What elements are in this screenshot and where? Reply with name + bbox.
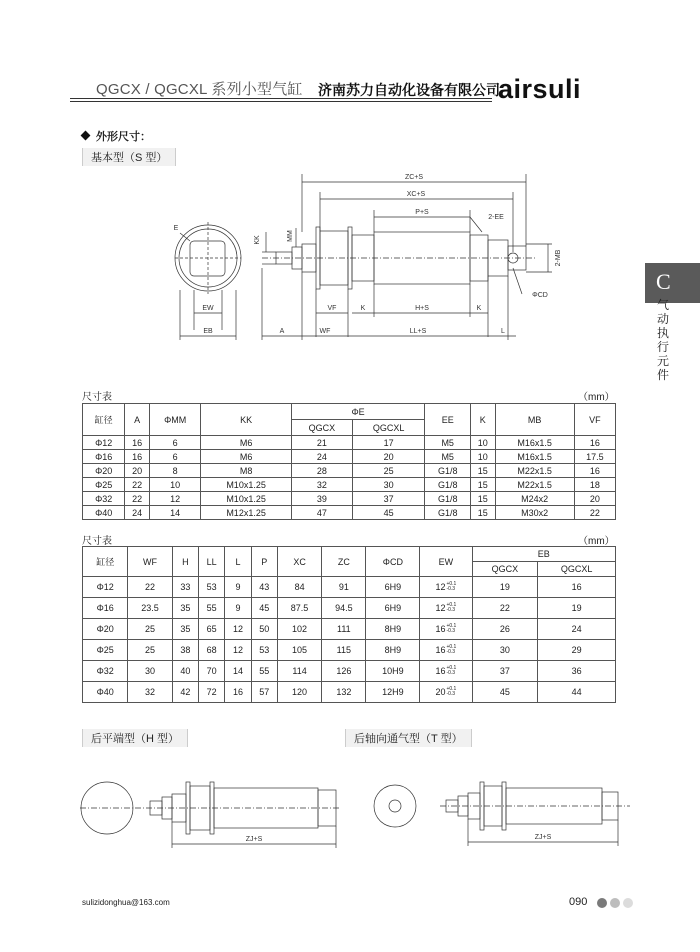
table-row: [83, 598, 616, 619]
table-cell: 33: [172, 577, 198, 598]
table-cell: 19: [538, 598, 616, 619]
table-cell: 24: [125, 506, 150, 520]
dim-zc: ZC+S: [404, 174, 424, 181]
tol-lower: -0.3: [446, 670, 456, 677]
ew-tolerance: [446, 603, 456, 613]
table-cell: 6H9: [366, 598, 420, 619]
table-cell: M16x1.5: [495, 450, 574, 464]
table-cell-ew: [420, 682, 472, 703]
table-cell: 38: [172, 640, 198, 661]
table-cell: 24: [538, 619, 616, 640]
table-cell: 72: [199, 682, 225, 703]
table-row: [83, 436, 616, 450]
table-cell: G1/8: [425, 492, 471, 506]
dim-h: H+S: [415, 305, 429, 312]
ew-value: 12: [435, 581, 446, 592]
table-cell: Φ12: [83, 436, 125, 450]
table-cell: 84: [277, 577, 321, 598]
table2-header: H: [172, 547, 198, 577]
table-cell: 37: [352, 492, 424, 506]
tol-lower: -0.3: [446, 586, 456, 593]
table-cell: 65: [199, 619, 225, 640]
table-cell: 6: [149, 436, 201, 450]
table2-header: WF: [128, 547, 172, 577]
dim-k-left: K: [360, 305, 366, 312]
table-cell: 53: [251, 640, 277, 661]
table-cell: 42: [172, 682, 198, 703]
table-cell: 10: [471, 450, 496, 464]
table-cell: 18: [574, 478, 615, 492]
tol-lower: -0.3: [446, 607, 456, 614]
dim-vf: VF: [327, 305, 337, 312]
table-row: [83, 492, 616, 506]
table-cell: M30x2: [495, 506, 574, 520]
table-cell: 26: [472, 619, 538, 640]
section-title-text: 外形尺寸：: [96, 131, 151, 143]
table-cell: 22: [574, 506, 615, 520]
table-cell: 111: [322, 619, 366, 640]
table-cell-ew: [420, 661, 472, 682]
table-cell: Φ40: [83, 506, 125, 520]
table-cell: 12: [225, 619, 251, 640]
table-cell: Φ40: [83, 682, 128, 703]
dim-xc: XC+S: [406, 191, 426, 198]
table-cell: 22: [128, 577, 172, 598]
table-cell: M6: [201, 450, 291, 464]
table-cell: 57: [251, 682, 277, 703]
table2-header: EB: [472, 547, 615, 562]
table-cell: 94.5: [322, 598, 366, 619]
table1-subheader: QGCX: [291, 420, 352, 436]
dim-cd: ΦCD: [532, 292, 548, 299]
table-row: [83, 640, 616, 661]
table-cell: 30: [128, 661, 172, 682]
table-cell: 6: [149, 450, 201, 464]
table-cell-ew: [420, 619, 472, 640]
table-cell: 6H9: [366, 577, 420, 598]
table-cell: 12: [225, 640, 251, 661]
ew-tolerance: [446, 645, 456, 655]
table2-header: ZC: [322, 547, 366, 577]
table-cell-ew: [420, 598, 472, 619]
table-cell: G1/8: [425, 464, 471, 478]
dim-ew: EW: [202, 305, 214, 312]
ew-value: 12: [435, 602, 446, 613]
table-cell: 15: [471, 506, 496, 520]
table1-header: 缸径: [83, 404, 125, 436]
brand-logo: airsuli: [498, 74, 582, 104]
table1-header: ΦE: [291, 404, 425, 420]
table-cell: M16x1.5: [495, 436, 574, 450]
table-cell: 16: [125, 450, 150, 464]
table-cell: Φ32: [83, 661, 128, 682]
table-cell: 29: [538, 640, 616, 661]
tol-lower: -0.3: [446, 691, 456, 698]
table-cell: 68: [199, 640, 225, 661]
table-cell: 24: [291, 450, 352, 464]
dimension-table-1: [82, 403, 616, 520]
dim-kk: KK: [254, 235, 261, 245]
table-cell: 91: [322, 577, 366, 598]
side-tab-label: 气动执行元件: [657, 298, 670, 382]
table-cell: 115: [322, 640, 366, 661]
footer-email: sulizidonghua@163.com: [82, 898, 170, 907]
page-dot-icon: [610, 898, 620, 908]
table-cell: 17: [352, 436, 424, 450]
dim-ll: LL+S: [409, 328, 427, 335]
table-row: [83, 682, 616, 703]
side-view-h: [80, 782, 340, 848]
table-cell: 9: [225, 577, 251, 598]
table1-header: K: [471, 404, 496, 436]
table-cell: 28: [291, 464, 352, 478]
ew-value: 20: [435, 686, 446, 697]
table-cell: 35: [172, 598, 198, 619]
table-cell: 15: [471, 478, 496, 492]
table-cell: 102: [277, 619, 321, 640]
table-row: [83, 464, 616, 478]
table-cell: 39: [291, 492, 352, 506]
table-cell: M5: [425, 436, 471, 450]
table1-header: ΦMM: [149, 404, 201, 436]
table-cell: G1/8: [425, 506, 471, 520]
tol-upper: +0.1: [446, 665, 457, 672]
table-cell: M6: [201, 436, 291, 450]
table-cell-ew: [420, 577, 472, 598]
table1-label: 尺寸表: [82, 392, 112, 403]
table1-header: VF: [574, 404, 615, 436]
table-row: [83, 619, 616, 640]
table-cell: Φ16: [83, 450, 125, 464]
table2-header: 缸径: [83, 547, 128, 577]
dim-l: L: [501, 328, 505, 335]
table-cell: M22x1.5: [495, 464, 574, 478]
table-cell: 12: [149, 492, 201, 506]
table2-header: XC: [277, 547, 321, 577]
tol-upper: +0.1: [446, 623, 457, 630]
table-cell: 53: [199, 577, 225, 598]
table-row: [83, 478, 616, 492]
table-cell-ew: [420, 640, 472, 661]
dim-eb: EB: [203, 328, 213, 335]
table-cell: M10x1.25: [201, 492, 291, 506]
table-cell: Φ16: [83, 598, 128, 619]
table-cell: 105: [277, 640, 321, 661]
table-cell: 16: [574, 436, 615, 450]
table-cell: 16: [125, 436, 150, 450]
side-tab-letter: C: [656, 269, 671, 294]
dim-zj-t: ZJ+S: [534, 834, 552, 841]
dim-ee: 2-EE: [488, 214, 504, 221]
table-cell: 25: [128, 619, 172, 640]
table-cell: 8H9: [366, 619, 420, 640]
table-cell: 132: [322, 682, 366, 703]
table1-subheader: QGCXL: [352, 420, 424, 436]
table-cell: 20: [574, 492, 615, 506]
table-cell: 114: [277, 661, 321, 682]
table-cell: 15: [471, 492, 496, 506]
table-cell: 23.5: [128, 598, 172, 619]
table-cell: M5: [425, 450, 471, 464]
table-cell: 50: [251, 619, 277, 640]
table2-label: 尺寸表: [82, 536, 112, 547]
table-cell: 8: [149, 464, 201, 478]
table2-subheader: QGCXL: [538, 562, 616, 577]
dim-a: A: [279, 328, 285, 335]
side-view-t: [374, 782, 630, 846]
table-cell: 70: [199, 661, 225, 682]
dim-wf: WF: [319, 328, 331, 335]
table-cell: 10H9: [366, 661, 420, 682]
table1-header: A: [125, 404, 150, 436]
tag-basic-type: 基本型（S 型）: [82, 148, 176, 166]
table-cell: Φ25: [83, 478, 125, 492]
table-cell: 45: [251, 598, 277, 619]
page-number: 090: [569, 896, 588, 908]
table2-header: EW: [420, 547, 472, 577]
ew-tolerance: [446, 687, 456, 697]
table-cell: 30: [352, 478, 424, 492]
table-cell: 19: [472, 577, 538, 598]
dim-mm: MM: [287, 230, 294, 242]
table-cell: 55: [251, 661, 277, 682]
table-cell: 25: [352, 464, 424, 478]
tol-lower: -0.3: [446, 649, 456, 656]
table-cell: 87.5: [277, 598, 321, 619]
dim-k-right: K: [476, 305, 482, 312]
end-view: [175, 222, 241, 340]
table2-header: LL: [199, 547, 225, 577]
table-cell: M22x1.5: [495, 478, 574, 492]
table-cell: Φ20: [83, 619, 128, 640]
dimension-table-2: [82, 546, 616, 703]
table-cell: 22: [125, 492, 150, 506]
table-cell: 8H9: [366, 640, 420, 661]
table-row: [83, 450, 616, 464]
table-cell: 25: [128, 640, 172, 661]
table1-unit: （mm）: [578, 392, 615, 403]
tol-lower: -0.3: [446, 628, 456, 635]
table1-header: MB: [495, 404, 574, 436]
table-cell: 36: [538, 661, 616, 682]
table-cell: 14: [225, 661, 251, 682]
table-cell: 40: [172, 661, 198, 682]
table2-subheader: QGCX: [472, 562, 538, 577]
table-cell: 47: [291, 506, 352, 520]
table-cell: Φ32: [83, 492, 125, 506]
table-cell: 16: [574, 464, 615, 478]
table-cell: 20: [125, 464, 150, 478]
ew-value: 16: [435, 665, 446, 676]
table-row: [83, 661, 616, 682]
table-cell: 32: [291, 478, 352, 492]
table-cell: 21: [291, 436, 352, 450]
table-cell: 126: [322, 661, 366, 682]
table-cell: 35: [172, 619, 198, 640]
table-cell: 20: [352, 450, 424, 464]
dim-zj-h: ZJ+S: [245, 836, 263, 843]
ew-tolerance: [446, 582, 456, 592]
table-cell: 30: [472, 640, 538, 661]
dim-p: P+S: [415, 209, 429, 216]
table-cell: 16: [538, 577, 616, 598]
page-dot-icon: [597, 898, 607, 908]
table2-header: L: [225, 547, 251, 577]
tag-rear-flat-type: 后平端型（H 型）: [82, 729, 188, 747]
table1-header: KK: [201, 404, 291, 436]
table-cell: 37: [472, 661, 538, 682]
table-row: [83, 577, 616, 598]
table-cell: Φ20: [83, 464, 125, 478]
tol-upper: +0.1: [446, 602, 457, 609]
table2-header: P: [251, 547, 277, 577]
table-cell: 10: [149, 478, 201, 492]
series-title: QGCX / QGCXL 系列小型气缸: [96, 81, 303, 98]
table-cell: 44: [538, 682, 616, 703]
table-cell: 9: [225, 598, 251, 619]
table-cell: 120: [277, 682, 321, 703]
table-cell: 22: [125, 478, 150, 492]
page-dot-icon: [623, 898, 633, 908]
tag-rear-axial-type: 后轴向通气型（T 型）: [345, 729, 472, 747]
table-cell: 12H9: [366, 682, 420, 703]
tol-upper: +0.1: [446, 581, 457, 588]
ew-value: 16: [435, 623, 446, 634]
ew-value: 16: [435, 644, 446, 655]
tol-upper: +0.1: [446, 644, 457, 651]
table-cell: 43: [251, 577, 277, 598]
dim-e: E: [173, 225, 179, 232]
table2-unit: （mm）: [578, 536, 615, 547]
dim-mb: 2-MB: [555, 249, 562, 267]
side-view-s: [262, 174, 552, 340]
company-name: 济南苏力自动化设备有限公司: [318, 82, 500, 98]
table-cell: 55: [199, 598, 225, 619]
table-cell: M10x1.25: [201, 478, 291, 492]
table-cell: Φ12: [83, 577, 128, 598]
table-cell: M24x2: [495, 492, 574, 506]
table-row: [83, 506, 616, 520]
table2-header: ΦCD: [366, 547, 420, 577]
table-cell: 45: [352, 506, 424, 520]
table-cell: 22: [472, 598, 538, 619]
table1-header: EE: [425, 404, 471, 436]
table-cell: 17.5: [574, 450, 615, 464]
table-cell: 14: [149, 506, 201, 520]
table-cell: 10: [471, 436, 496, 450]
table-cell: 32: [128, 682, 172, 703]
table-cell: Φ25: [83, 640, 128, 661]
table-cell: 16: [225, 682, 251, 703]
table-cell: G1/8: [425, 478, 471, 492]
table-cell: 45: [472, 682, 538, 703]
table-cell: M8: [201, 464, 291, 478]
table-cell: 15: [471, 464, 496, 478]
ew-tolerance: [446, 624, 456, 634]
ew-tolerance: [446, 666, 456, 676]
tol-upper: +0.1: [446, 686, 457, 693]
table-cell: M12x1.25: [201, 506, 291, 520]
